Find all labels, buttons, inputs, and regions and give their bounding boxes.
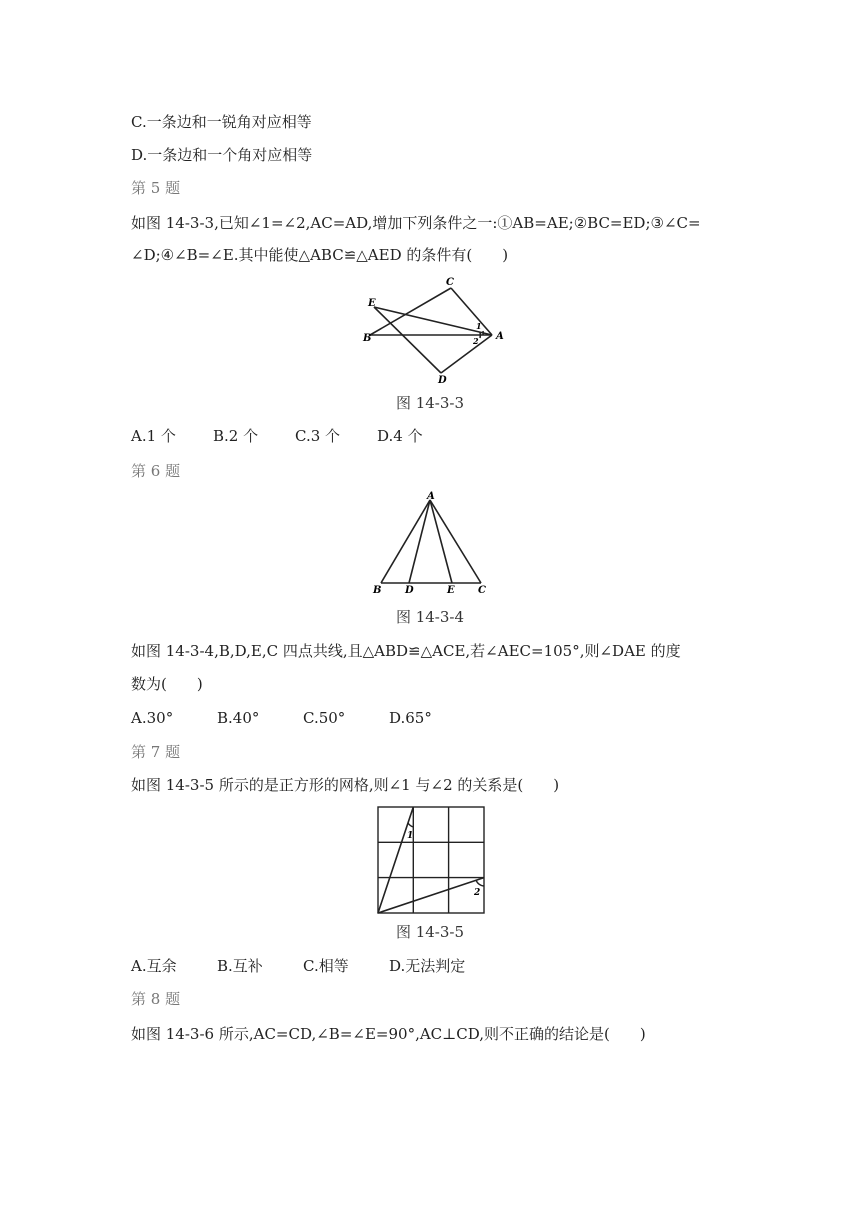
q7-option-d: D.无法判定 [389, 957, 466, 975]
fig1-label-b: B [363, 333, 372, 344]
figure-caption-14-3-5: 图 14-3-5 [395, 923, 465, 941]
q5-option-c: C.3 个 [295, 427, 341, 445]
q4-option-d: D.一条边和一个角对应相等 [131, 146, 313, 164]
fig3-angle-1: 1 [407, 831, 414, 841]
q7-option-b: B.互补 [217, 957, 263, 975]
q5-option-b: B.2 个 [213, 427, 259, 445]
fig2-label-c: C [478, 585, 486, 596]
q5-option-a: A.1 个 [131, 427, 176, 445]
figure-caption-14-3-3: 图 14-3-3 [395, 394, 465, 412]
q4-option-c: C.一条边和一锐角对应相等 [131, 113, 312, 131]
q5-option-d: D.4 个 [377, 427, 423, 445]
q6-heading: 第 6 题 [131, 462, 181, 480]
q7-options [131, 956, 465, 976]
q6-text-line1: 如图 14-3-4,B,D,E,C 四点共线,且△ABD≌△ACE,若∠AEC=105°,则∠DAE 的度 [131, 642, 681, 660]
q6-options [131, 708, 432, 728]
fig1-label-d: D [438, 375, 447, 386]
q5-text-line1: 如图 14-3-3,已知∠1=∠2,AC=AD,增加下列条件之一:①AB=AE;②BC=ED;③∠C= [131, 214, 701, 232]
q6-option-a: A.30° [131, 709, 174, 727]
fig3-angle-2: 2 [474, 888, 481, 898]
fig1-angle-1: 1 [476, 321, 482, 331]
q8-heading: 第 8 题 [131, 990, 181, 1008]
fig2-label-a: A [427, 491, 435, 502]
fig2-label-e: E [447, 585, 455, 596]
fig2-label-b: B [373, 585, 382, 596]
q8-text-line1: 如图 14-3-6 所示,AC=CD,∠B=∠E=90°,AC⊥CD,则不正确的结论是( ) [131, 1025, 646, 1043]
q6-option-b: B.40° [217, 709, 260, 727]
figure-14-3-4 [372, 490, 492, 598]
fig2-label-d: D [405, 585, 414, 596]
q6-option-c: C.50° [303, 709, 346, 727]
fig1-label-c: C [446, 277, 454, 288]
figure-14-3-3 [360, 273, 510, 385]
q5-text-line2: ∠D;④∠B=∠E.其中能使△ABC≌△AED 的条件有( ) [131, 246, 509, 264]
figure-14-3-5 [376, 805, 488, 917]
fig1-angle-2: 2 [473, 336, 479, 346]
fig1-label-a: A [496, 331, 504, 342]
q7-text-line1: 如图 14-3-5 所示的是正方形的网格,则∠1 与∠2 的关系是( ) [131, 776, 560, 794]
figure-caption-14-3-4: 图 14-3-4 [395, 608, 465, 626]
q6-text-line2: 数为( ) [131, 675, 203, 693]
q6-option-d: D.65° [389, 709, 432, 727]
q7-heading: 第 7 题 [131, 743, 181, 761]
q7-option-c: C.相等 [303, 957, 349, 975]
fig1-label-e: E [368, 298, 376, 309]
q5-options [131, 426, 423, 446]
q7-option-a: A.互余 [131, 957, 177, 975]
q5-heading: 第 5 题 [131, 179, 181, 197]
